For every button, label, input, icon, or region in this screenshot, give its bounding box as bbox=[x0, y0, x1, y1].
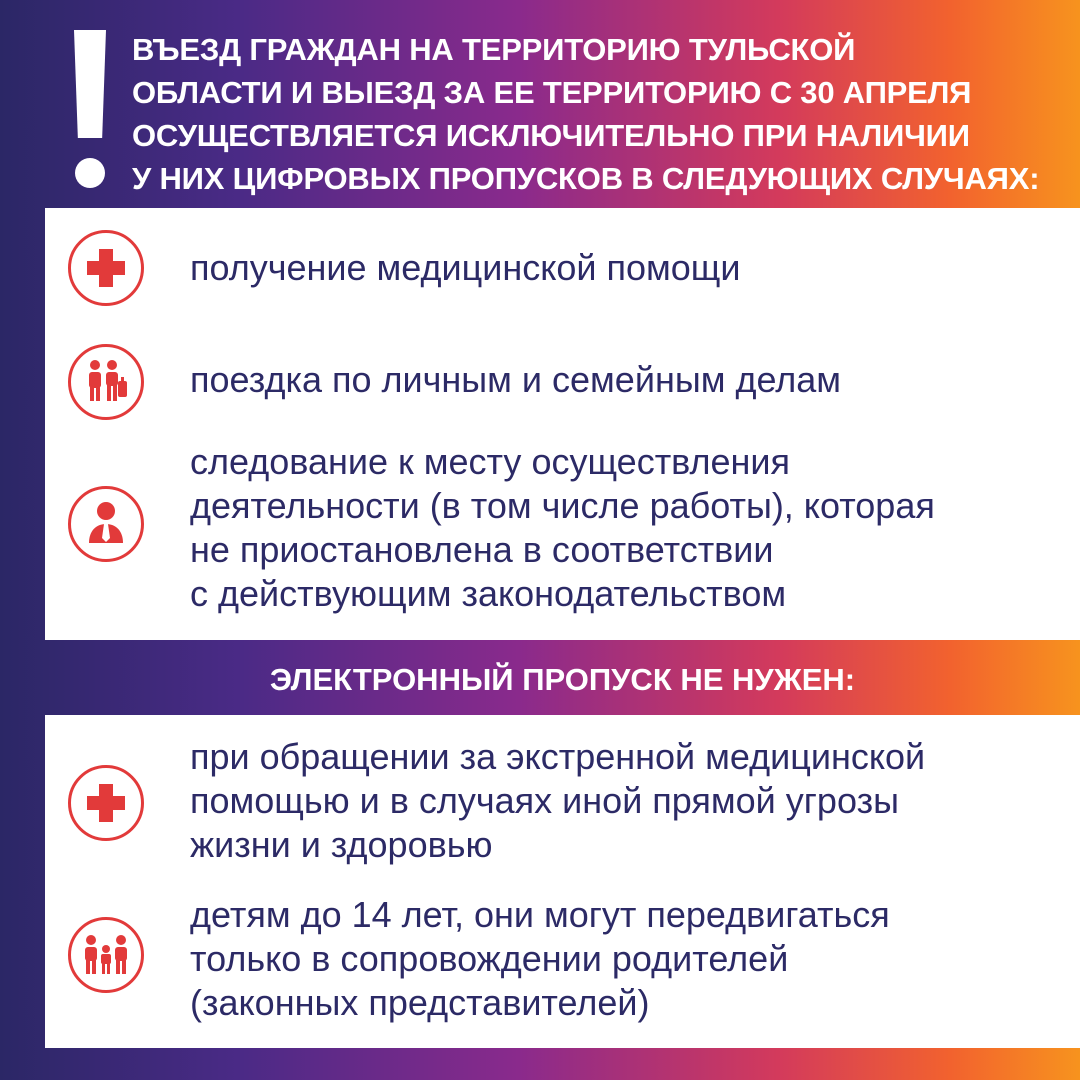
header-line: ОСУЩЕСТВЛЯЕТСЯ ИСКЛЮЧИТЕЛЬНО ПРИ НАЛИЧИИ bbox=[132, 118, 970, 153]
header-title bbox=[132, 28, 1062, 200]
case-text: деятельности (в том числе работы), которая bbox=[190, 485, 935, 526]
exemption-text: (законных представителей) bbox=[190, 982, 650, 1023]
case-text: получение медицинской помощи bbox=[190, 247, 741, 288]
exemptions-title: ЭЛЕКТРОННЫЙ ПРОПУСК НЕ НУЖЕН: bbox=[269, 662, 856, 697]
exemption-item-emergency bbox=[45, 715, 1080, 875]
case-text: не приостановлена в соответствии bbox=[190, 529, 774, 570]
exemption-text: детям до 14 лет, они могут передвигаться bbox=[190, 894, 890, 935]
exemption-text: жизни и здоровью bbox=[190, 824, 493, 865]
case-item-work bbox=[45, 438, 1080, 638]
header-line: ВЪЕЗД ГРАЖДАН НА ТЕРРИТОРИЮ ТУЛЬСКОЙ bbox=[132, 32, 856, 67]
business-person-icon bbox=[68, 486, 144, 562]
exemption-item-children bbox=[45, 875, 1080, 1045]
family-icon bbox=[68, 917, 144, 993]
medical-cross-icon bbox=[68, 765, 144, 841]
exclamation-icon bbox=[70, 30, 110, 190]
exemptions-panel bbox=[45, 715, 1080, 1048]
exemption-text: при обращении за экстренной медицинской bbox=[190, 736, 926, 777]
case-item-personal bbox=[45, 326, 1080, 438]
medical-cross-icon bbox=[68, 230, 144, 306]
case-text: с действующим законодательством bbox=[190, 573, 787, 614]
travelers-luggage-icon bbox=[68, 344, 144, 420]
case-item-medical bbox=[45, 208, 1080, 326]
exemption-text: только в сопровождении родителей bbox=[190, 938, 789, 979]
header-line: У НИХ ЦИФРОВЫХ ПРОПУСКОВ В СЛЕДУЮЩИХ СЛУЧАЯХ: bbox=[132, 161, 1040, 196]
case-text: поездка по личным и семейным делам bbox=[190, 359, 842, 400]
header-line: ОБЛАСТИ И ВЫЕЗД ЗА ЕЕ ТЕРРИТОРИЮ С 30 АПРЕЛЯ bbox=[132, 75, 972, 110]
case-text: следование к месту осуществления bbox=[190, 441, 790, 482]
cases-panel bbox=[45, 208, 1080, 640]
exemption-text: помощью и в случаях иной прямой угрозы bbox=[190, 780, 899, 821]
